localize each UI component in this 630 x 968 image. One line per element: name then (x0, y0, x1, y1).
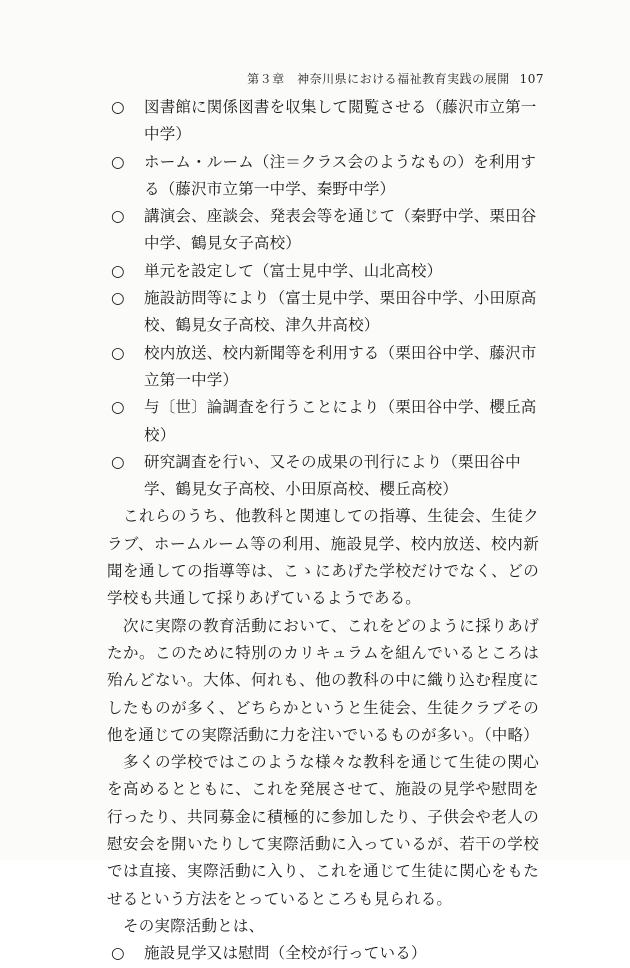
list-item-text: ホーム・ルーム（注＝クラス会のようなもの）を利用する（藤沢市立第一中学、秦野中学） (144, 152, 537, 198)
circle-bullet-icon: ○ (111, 207, 125, 226)
paragraph: その実際活動とは、 (123, 916, 265, 935)
list-item (107, 258, 539, 285)
page-number: 107 (519, 72, 544, 86)
list-item (107, 340, 539, 395)
list-item (107, 203, 539, 258)
list-item (107, 149, 539, 204)
circle-bullet-icon: ○ (111, 98, 125, 116)
paragraph: 多くの学校ではこのような様々な教科を通じて生徒の関心を高めるとともに、これを発展させて、施設の見学や慰問を行ったり、共同募金に積極的に参加したり、子供会や老人の慰安会を開いたりして実際活動に入っているが、若干の学校では直接、実際活動に入り、これを通じて生徒に関心をもたせるという方法をとっているところも見られる。 (107, 753, 539, 908)
list-item-text: 講演会、座談会、発表会等を通じて（秦野中学、栗田谷中学、鶴見女子高校） (144, 207, 537, 253)
list-item-text: 施設訪問等により（富士見中学、栗田谷中学、小田原高校、鶴見女子高校、津久井高校） (144, 289, 537, 335)
paragraph: これらのうち、他教科と関連しての指導、生徒会、生徒クラブ、ホームルーム等の利用、施設見学、校内放送、校内新聞を通しての指導等は、こゝにあげた学校だけでなく、どの学校も共通して採りあげているようである。 (107, 507, 539, 608)
circle-bullet-icon: ○ (111, 261, 125, 280)
circle-bullet-icon: ○ (111, 944, 125, 963)
paragraph: 次に実際の教育活動において、これをどのように採りあげたか。このために特別のカリキュラムを組んでいるところは殆んどない。大体、何れも、他の教科の中に織り込む程度にしたものが多く、どちらかというと生徒会、生徒クラブその他を通じての実際活動に力を注いでいるものが多い。（中略） (107, 616, 539, 744)
circle-bullet-icon: ○ (111, 452, 125, 471)
list-item (107, 285, 539, 340)
list-item-text: 研究調査を行い、又その成果の刊行により（栗田谷中学、鶴見女子高校、小田原高校、櫻丘高校） (144, 452, 521, 499)
list-item-text: 校内放送、校内新聞等を利用する（栗田谷中学、藤沢市立第一中学） (144, 343, 537, 389)
methods-list (107, 94, 539, 503)
list-item-text: 図書館に関係図書を収集して閲覧させる（藤沢市立第一中学） (144, 98, 537, 144)
list-item (107, 94, 539, 149)
circle-bullet-icon: ○ (111, 398, 125, 417)
body-text (107, 94, 539, 968)
list-item-text: 施設見学又は慰問（全校が行っている） (144, 944, 427, 963)
list-item-text: 単元を設定して（富士見中学、山北高校） (144, 261, 443, 280)
activities-list (107, 940, 539, 967)
chapter-title: 第３章 神奈川県における福祉教育実践の展開 (247, 72, 510, 86)
running-header (247, 70, 544, 87)
list-item (107, 394, 539, 449)
circle-bullet-icon: ○ (111, 343, 125, 362)
list-item (107, 940, 539, 967)
list-item-text: 与〔世〕論調査を行うことにより（栗田谷中学、櫻丘高校） (144, 398, 537, 444)
list-item (107, 449, 539, 504)
circle-bullet-icon: ○ (111, 289, 125, 308)
circle-bullet-icon: ○ (111, 152, 125, 171)
